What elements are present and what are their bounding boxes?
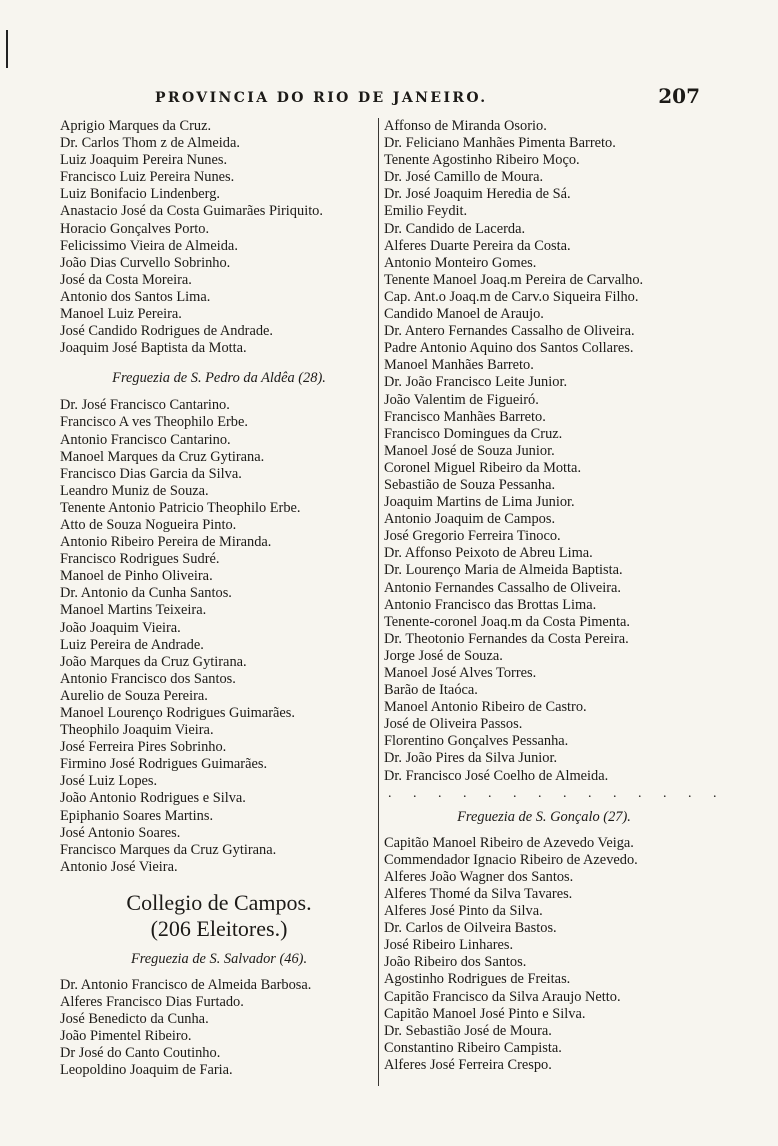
voter-entry: Antonio Monteiro Gomes. [384,254,537,271]
voter-list-sao-goncalo [384,835,704,1074]
voter-entry: João Valentim de Figueiró. [384,391,539,408]
voter-entry: Luiz Pereira de Andrade. [60,636,204,653]
voter-entry: Emilio Feydit. [384,203,468,220]
voter-entry: Candido Manoel de Araujo. [384,306,544,323]
voter-entry: João Pimentel Ribeiro. [60,1028,192,1045]
voter-entry: Manoel de Pinho Oliveira. [60,568,213,585]
college-title: Collegio de Campos. [126,889,312,915]
running-title: PROVINCIA DO RIO DE JANEIRO. [155,90,488,106]
voter-entry: Manoel Marques da Cruz Gytirana. [60,448,265,465]
voter-entry: Dr. Carlos de Oilveira Bastos. [384,920,557,937]
voter-entry: Manoel Lourenço Rodrigues Guimarães. [60,705,295,721]
voter-entry: Francisco Domingues da Cruz. [384,425,563,442]
voter-entry: José Ferreira Pires Sobrinho. [60,739,227,756]
voter-entry: Antonio Joaquim de Campos. [384,511,556,528]
voter-entry: Manoel Antonio Ribeiro de Castro. [384,699,587,716]
voter-entry: Capitão Manoel Ribeiro de Azevedo Veiga. [384,834,634,851]
page-header [155,82,700,112]
voter-list-top [60,118,378,357]
voter-entry: Jorge José de Souza. [384,647,503,664]
voter-entry: Dr. Antero Fernandes Cassalho de Oliveira. [384,323,635,340]
voter-entry: Commendador Ignacio Ribeiro de Azevedo. [384,851,638,868]
voter-entry: Florentino Gonçalves Pessanha. [384,733,569,750]
voter-entry: Leandro Muniz de Souza. [60,482,209,499]
voter-entry: Capitão Manoel José Pinto e Silva. [384,1005,586,1022]
voter-entry: Agostinho Rodrigues de Freitas. [384,971,571,988]
voter-entry: Antonio Francisco das Brottas Lima. [384,596,597,613]
voter-entry: Dr. Candido de Lacerda. [384,220,526,237]
voter-entry: Antonio dos Santos Lima. [60,288,211,305]
voter-entry: Antonio Fernandes Cassalho de Oliveira. [384,579,621,596]
voter-entry: Cap. Ant.o Joaq.m de Carv.o Siqueira Filho. [384,288,639,305]
voter-entry: João Marques da Cruz Gytirana. [60,653,247,670]
voter-entry: João Antonio Rodrigues e Silva. [60,790,246,807]
voter-entry: Coronel Miguel Ribeiro da Motta. [384,459,582,476]
voter-entry: Dr. Affonso Peixoto de Abreu Lima. [384,545,593,562]
voter-entry: Francisco Marques da Cruz Gytirana. [60,841,277,858]
voter-entry: Tenente Antonio Patricio Theophilo Erbe. [60,499,301,516]
voter-entry: Joaquim José Baptista da Motta. [60,340,247,357]
voter-entry: Antonio José Vieira. [60,858,178,875]
voter-entry: Tenente Agostinho Ribeiro Moço. [384,152,580,169]
voter-entry: Theophilo Joaquim Vieira. [60,722,214,739]
voter-entry: Dr. Francisco José Coelho de Almeida. [384,767,609,784]
voter-entry: Aurelio de Souza Pereira. [60,687,208,704]
voter-entry: Capitão Francisco da Silva Araujo Netto. [384,988,621,1005]
voter-entry: Dr. Antonio da Cunha Santos. [60,585,232,602]
voter-entry: Dr. Theotonio Fernandes da Costa Pereira. [384,630,629,647]
voter-entry: Constantino Ribeiro Campista. [384,1039,562,1056]
voter-entry: Alferes Thomé da Silva Tavares. [384,885,573,902]
voter-entry: Manoel Martins Teixeira. [60,602,207,619]
voter-entry: Dr. Feliciano Manhães Pimenta Barreto. [384,135,616,152]
voter-entry: Tenente Manoel Joaq.m Pereira de Carvalho. [384,271,644,288]
voter-entry: Dr. José Francisco Cantarino. [60,397,230,414]
voter-entry: José Antonio Soares. [60,824,181,841]
voter-entry: Dr José do Canto Coutinho. [60,1045,221,1062]
voter-entry: Barão de Itaóca. [384,682,478,699]
voter-entry: Felicissimo Vieira de Almeida. [60,237,238,254]
voter-entry: Luiz Joaquim Pereira Nunes. [60,152,228,169]
voter-entry: Joaquim Martins de Lima Junior. [384,494,575,511]
voter-list-continued [384,118,704,785]
parish-heading-sao-salvador: Freguezia de S. Salvador (46). [130,950,308,967]
ellipsis-dots: . . . . . . . . . . . . . . [388,785,726,801]
voter-entry: Francisco A ves Theophilo Erbe. [60,414,248,431]
voter-entry: José Gregorio Ferreira Tinoco. [384,528,561,545]
voter-entry: Atto de Souza Nogueira Pinto. [60,516,237,533]
voter-entry: José Candido Rodrigues de Andrade. [60,323,274,340]
voter-entry: Aprigio Marques da Cruz. [60,118,212,134]
voter-entry: João Ribeiro dos Santos. [384,954,527,971]
voter-entry: Manoel José de Souza Junior. [384,442,555,459]
voter-entry: José Luiz Lopes. [60,773,158,790]
voter-entry: Alferes Francisco Dias Furtado. [60,994,244,1011]
voter-entry: Antonio Francisco Cantarino. [60,431,231,448]
page-number: 207 [658,84,700,108]
college-electors-count: (206 Eleitores.) [150,915,288,941]
voter-entry: Alferes José Pinto da Silva. [384,903,543,920]
margin-rule [6,30,8,68]
voter-entry: Francisco Dias Garcia da Silva. [60,465,242,482]
voter-entry: João Dias Curvello Sobrinho. [60,254,231,271]
voter-entry: José Ribeiro Linhares. [384,937,514,954]
right-column [384,118,726,1074]
voter-entry: Manoel Manhães Barreto. [384,357,534,374]
voter-entry: Dr. José Camillo de Moura. [384,169,544,186]
voter-entry: José Benedicto da Cunha. [60,1011,209,1028]
voter-entry: Firmino José Rodrigues Guimarães. [60,756,268,773]
voter-list-sao-pedro [60,397,378,876]
voter-entry: Leopoldino Joaquim de Faria. [60,1062,233,1079]
voter-entry: Padre Antonio Aquino dos Santos Collares. [384,340,634,357]
voter-entry: Dr. João Pires da Silva Junior. [384,750,558,767]
voter-entry: Anastacio José da Costa Guimarães Piriquito. [60,203,323,220]
voter-entry: Horacio Gonçalves Porto. [60,220,210,237]
voter-entry: Manoel Luiz Pereira. [60,306,182,323]
voter-entry: Alferes Duarte Pereira da Costa. [384,237,571,254]
voter-entry: Dr. Sebastião José de Moura. [384,1022,552,1039]
voter-entry: Manoel José Alves Torres. [384,665,537,681]
voter-entry: Sebastião de Souza Pessanha. [384,476,556,493]
parish-heading-sao-goncalo: Freguezia de S. Gonçalo (27). [457,808,631,825]
voter-entry: Luiz Bonifacio Lindenberg. [60,186,220,203]
voter-entry: José de Oliveira Passos. [384,716,523,733]
voter-entry: Dr. Antonio Francisco de Almeida Barbosa. [60,976,312,993]
column-divider [378,118,379,1086]
voter-entry: Francisco Luiz Pereira Nunes. [60,169,235,186]
left-column [60,118,378,1080]
voter-entry: Francisco Rodrigues Sudré. [60,551,220,568]
voter-entry: Dr. João Francisco Leite Junior. [384,374,568,391]
voter-entry: José da Costa Moreira. [60,271,192,288]
voter-entry: Dr. José Joaquim Heredia de Sá. [384,186,571,203]
voter-entry: Tenente-coronel Joaq.m da Costa Pimenta. [384,613,630,630]
voter-entry: João Joaquim Vieira. [60,619,181,636]
voter-entry: Alferes José Ferreira Crespo. [384,1056,552,1073]
voter-entry: Francisco Manhães Barreto. [384,408,546,425]
college-heading [60,890,378,942]
voter-entry: Antonio Francisco dos Santos. [60,670,236,687]
voter-entry: Dr. Lourenço Maria de Almeida Baptista. [384,562,623,579]
parish-heading-sao-pedro-da-aldea: Freguezia de S. Pedro da Aldêa (28). [112,370,326,387]
voter-entry: Epiphanio Soares Martins. [60,807,214,824]
voter-entry: Alferes João Wagner dos Santos. [384,868,574,885]
voter-list-sao-salvador [60,977,378,1080]
voter-entry: Antonio Ribeiro Pereira de Miranda. [60,534,272,551]
voter-entry: Affonso de Miranda Osorio. [384,118,547,134]
voter-entry: Dr. Carlos Thom z de Almeida. [60,135,240,152]
